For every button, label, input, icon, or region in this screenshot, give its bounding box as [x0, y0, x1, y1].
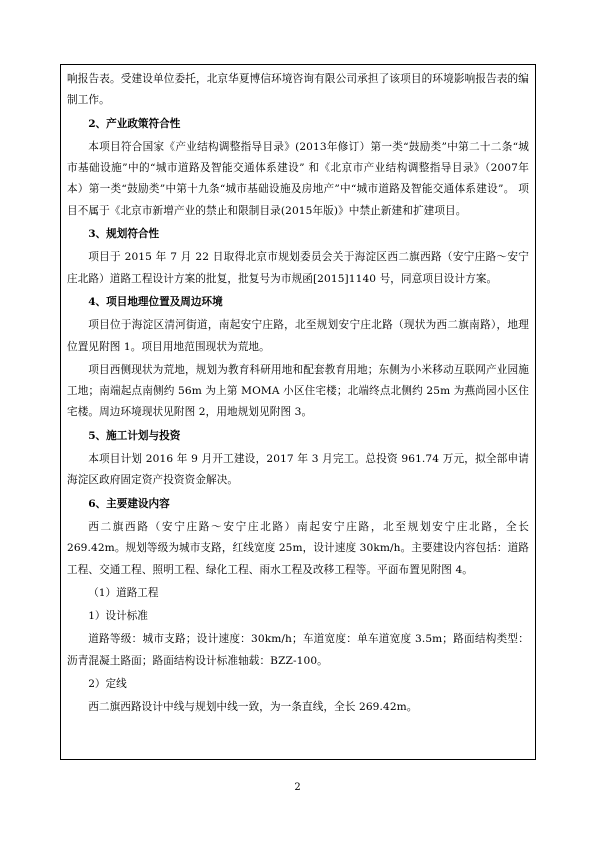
subsection-heading: 1）设计标准: [88, 610, 148, 623]
paragraph: 项目于 2015 年 7 月 22 日取得北京市规划委员会关于海淀区西二旗西路（安宁庄路～安宁庄北路）道路工程设计方案的批复，批复号为市规函[2015]1140 号，同意项目设计方案。: [67, 251, 529, 285]
section-heading: 2、产业政策符合性: [88, 117, 181, 130]
section-heading: 4、项目地理位置及周边环境: [88, 295, 223, 308]
paragraph: 项目位于海淀区清河街道，南起安宁庄路，北至规划安宁庄北路（现状为西二旗南路），地理位置见附图 1。项目用地范围现状为荒地。: [67, 319, 529, 353]
section-heading: 5、施工计划与投资: [88, 429, 181, 442]
paragraph: 道路等级：城市支路；设计速度：30km/h；车道宽度：单车道宽度 3.5m；路面结构类型：沥青混凝土路面；路面结构设计标准轴载：BZZ-100。: [67, 633, 529, 667]
paragraph: 响报告表。受建设单位委托，北京华夏博信环境咨询有限公司承担了该项目的环境影响报告表的编制工作。: [67, 73, 529, 107]
section-heading: 6、主要建设内容: [88, 497, 170, 510]
document-body-frame: [60, 64, 536, 760]
paragraph: 项目西侧现状为荒地，规划为教育科研用地和配套教育用地；东侧为小米移动互联网产业园施工地；南端起点南侧约 56m 为上第 MOMA 小区住宅楼；北端终点北侧约 25m 为燕尚园小区住宅楼。周边环境现状见附图 2，用地规划见附图 3。: [67, 363, 529, 419]
subsection-heading: 2）定线: [88, 678, 127, 691]
subsection-heading: （1）道路工程: [88, 586, 159, 599]
paragraph: 西二旗西路（安宁庄路～安宁庄北路）南起安宁庄路，北至规划安宁庄北路，全长269.42m。规划等级为城市支路，红线宽度 25m，设计速度 30km/h。主要建设内容包括：道路工程、交通工程、照明工程、绿化工程、雨水工程及改移工程等。平面布置见附图 4。: [67, 520, 529, 576]
paragraph: 西二旗西路设计中线与规划中线一致，为一条直线，全长 269.42m。: [88, 701, 418, 714]
page-number: 2: [294, 782, 301, 793]
paragraph: 本项目符合国家《产业结构调整指导目录》(2013年修订）第一类“鼓励类”中第二十二条“城市基础设施”中的“城市道路及智能交通体系建设” 和《北京市产业结构调整指导目录》（2007年本）第一类“鼓励类”中第十九条“城市基础设施及房地产”中“城市道路及智能交通体系建设”。 项目不属于《北京市新增产业的禁止和限制目录(2015年版)》中禁止新建和扩建项目。: [67, 140, 529, 217]
section-heading: 3、规划符合性: [88, 228, 160, 241]
paragraph: 本项目计划 2016 年 9 月开工建设，2017 年 3 月完工。总投资 961.74 万元，拟全部申请海淀区政府固定资产投资资金解决。: [67, 453, 529, 487]
